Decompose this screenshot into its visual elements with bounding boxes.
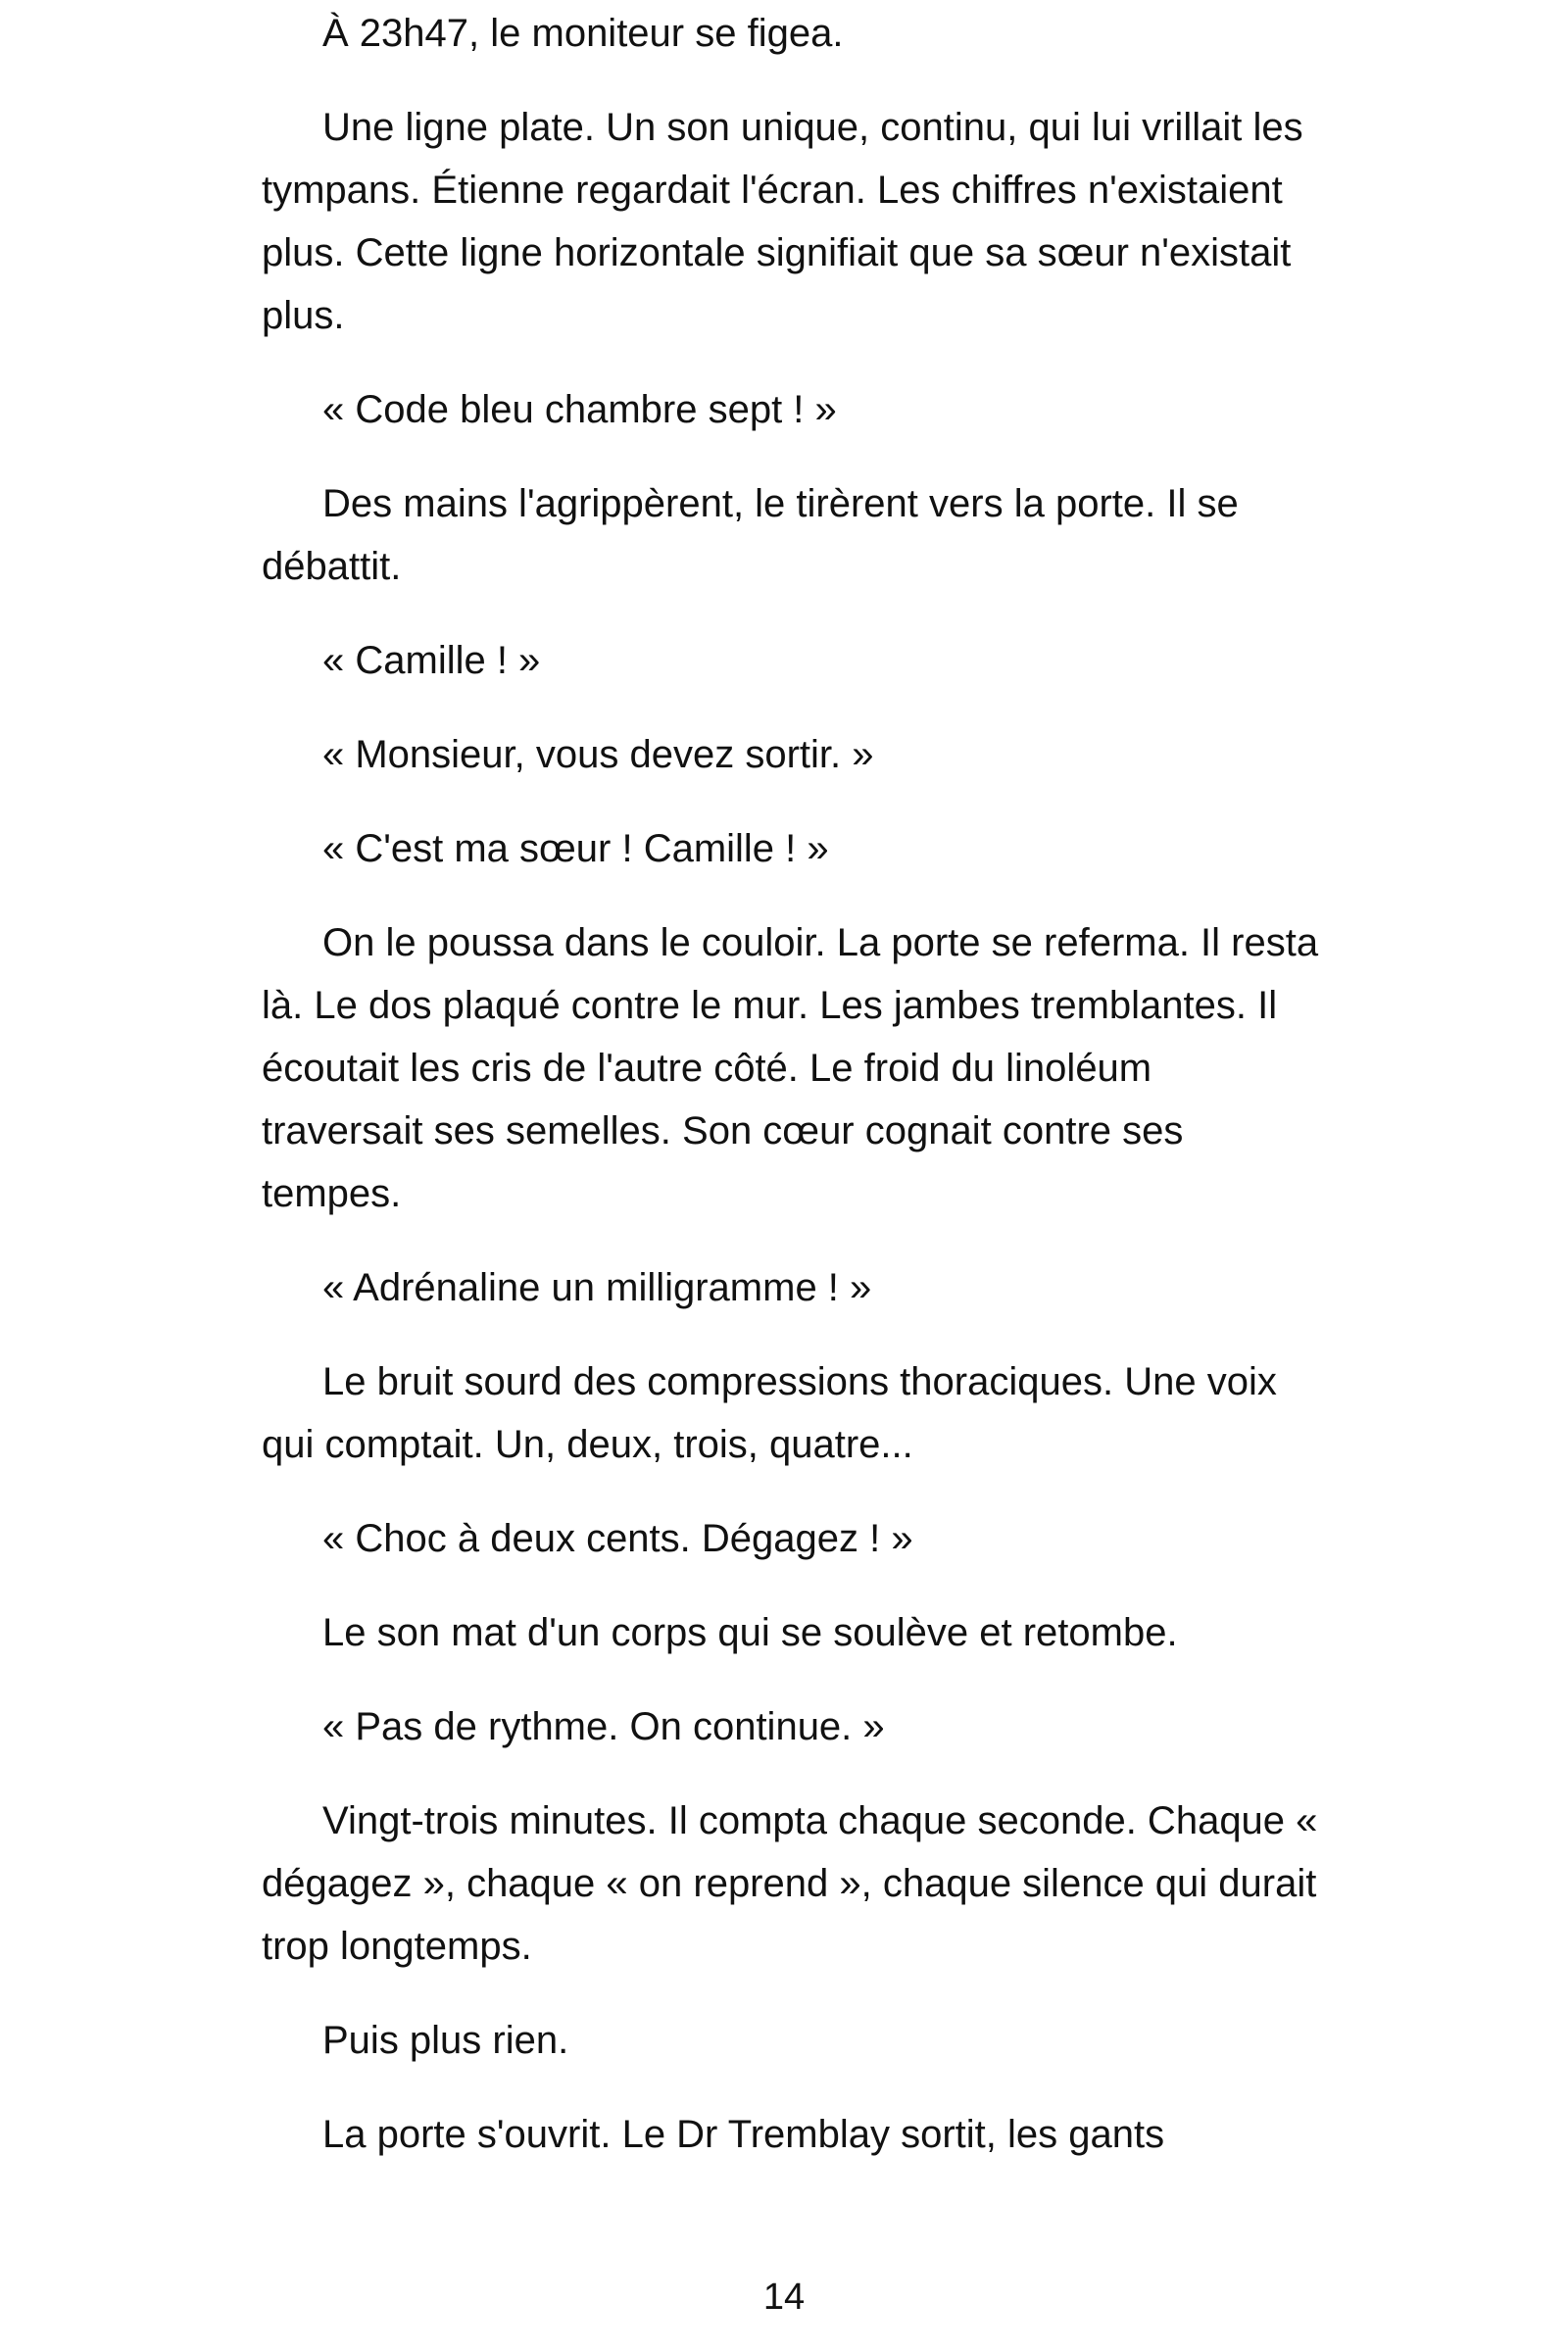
paragraph-4: Des mains l'agrippèrent, le tirèrent vers la porte. Il se débattit. xyxy=(262,482,1239,588)
paragraph-3: « Code bleu chambre sept ! » xyxy=(322,388,837,431)
body-text xyxy=(262,2,1320,2197)
paragraph-5: « Camille ! » xyxy=(322,639,541,682)
paragraph-9: « Adrénaline un milligramme ! » xyxy=(322,1266,872,1309)
paragraph-16: La porte s'ouvrit. Le Dr Tremblay sortit, les gants xyxy=(322,2113,1165,2156)
paragraph-11: « Choc à deux cents. Dégagez ! » xyxy=(322,1517,913,1560)
paragraph-12: Le son mat d'un corps qui se soulève et retombe. xyxy=(322,1611,1178,1654)
page-number: 14 xyxy=(762,2277,806,2318)
paragraph-2: Une ligne plate. Un son unique, continu, qui lui vrillait les tympans. Étienne regardait l'écran. Les chiffres n'existaient plus. Cette ligne horizontale signifiait que sa sœur n'existait plus. xyxy=(262,106,1303,337)
paragraph-7: « C'est ma sœur ! Camille ! » xyxy=(322,827,829,870)
paragraph-8: On le poussa dans le couloir. La porte se referma. Il resta là. Le dos plaqué contre le mur. Les jambes tremblantes. Il écoutait les cris de l'autre côté. Le froid du linoléum traversait ses semelles. Son cœur cognait contre ses tempes. xyxy=(262,921,1319,1215)
paragraph-1: À 23h47, le moniteur se figea. xyxy=(322,12,844,55)
paragraph-14: Vingt-trois minutes. Il compta chaque seconde. Chaque « dégagez », chaque « on reprend », chaque silence qui durait trop longtemps. xyxy=(262,1799,1318,1968)
paragraph-13: « Pas de rythme. On continue. » xyxy=(322,1705,885,1748)
paragraph-6: « Monsieur, vous devez sortir. » xyxy=(322,733,874,776)
paragraph-15: Puis plus rien. xyxy=(322,2019,569,2062)
paragraph-10: Le bruit sourd des compressions thoraciques. Une voix qui comptait. Un, deux, trois, quatre... xyxy=(262,1360,1277,1466)
